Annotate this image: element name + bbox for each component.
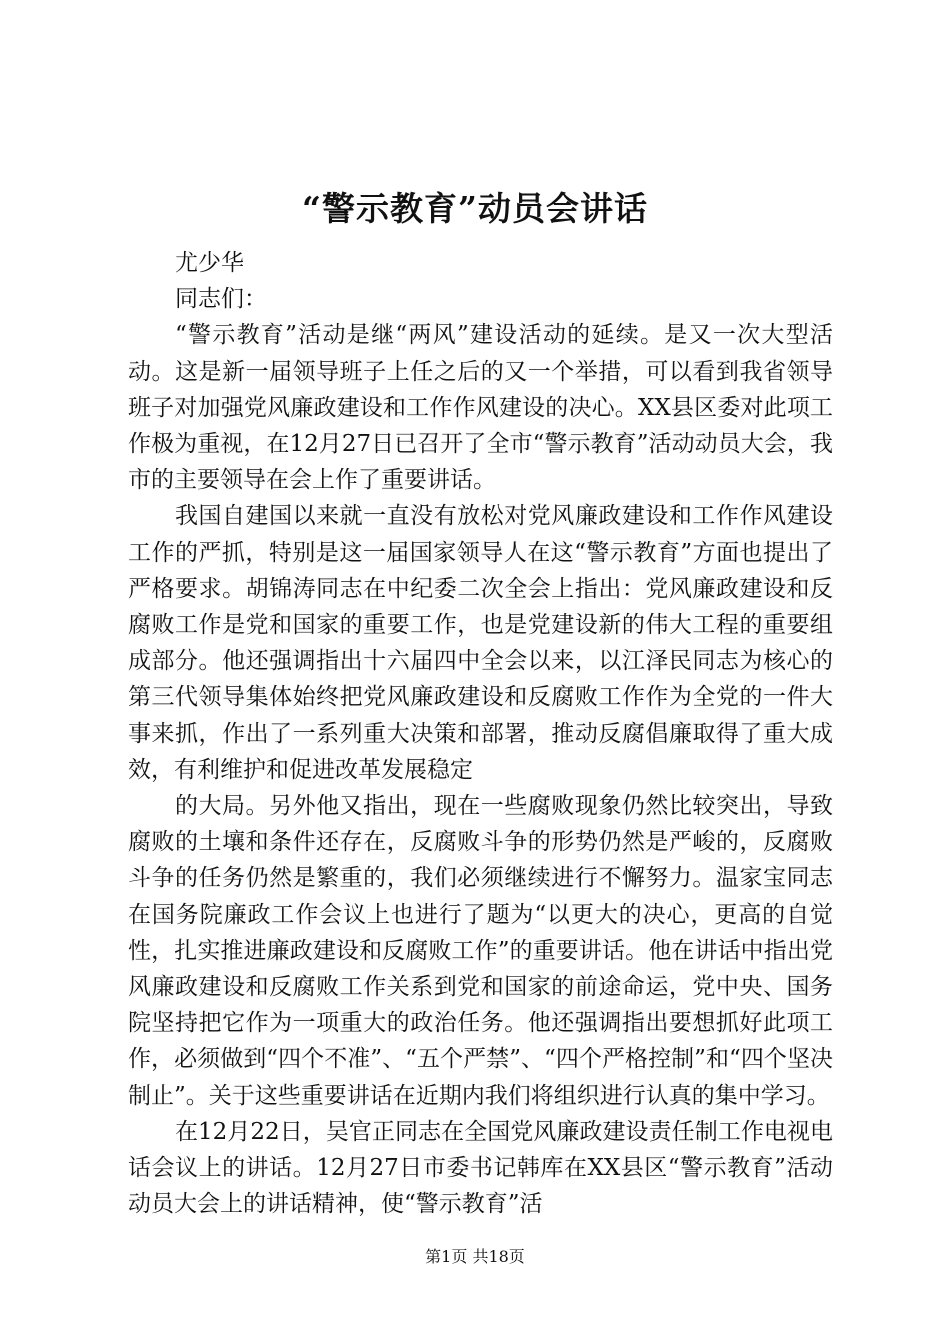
document-title: “警示教育”动员会讲话 <box>302 189 648 228</box>
paragraph: 的大局。另外他又指出，现在一些腐败现象仍然比较突出，导致腐败的土壤和条件还存在，反腐败斗争的形势仍然是严峻的，反腐败斗争的任务仍然是繁重的，我们必须继续进行不懈努力。温家宝同志在国务院廉政工作会议上也进行了题为“以更大的决心，更高的自觉性，扎实推进廉政建设和反腐败工作”的重要讲话。他在讲话中指出党风廉政建设和反腐败工作关系到党和国家的前途命运，党中央、国务院坚持把它作为一项重大的政治任务。他还强调指出要想抓好此项工作，必须做到“四个不准”、“五个严禁”、“四个严格控制”和“四个坚决制止”。关于这些重要讲话在近期内我们将组织进行认真的集中学习。 <box>128 793 833 1109</box>
salutation-line: 同志们： <box>175 286 267 313</box>
paragraph: “警示教育”活动是继“两风”建设活动的延续。是又一次大型活动。这是新一届领导班子上任之后的又一个举措，可以看到我省领导班子对加强党风廉政建设和工作作风建设的决心。XX县区委对此项工作极为重视，在12月27日已召开了全市“警示教育”活动动员大会，我市的主要领导在会上作了重要讲话。 <box>128 322 833 494</box>
document-body <box>128 245 833 1222</box>
paragraph: 在12月22日，吴官正同志在全国党风廉政建设责任制工作电视电话会议上的讲话。12月27日市委书记韩库在XX县区“警示教育”活动动员大会上的讲话精神，使“警示教育”活 <box>128 1118 833 1218</box>
paragraph: 我国自建国以来就一直没有放松对党风廉政建设和工作作风建设工作的严抓，特别是这一届国家领导人在这“警示教育”方面也提出了严格要求。胡锦涛同志在中纪委二次全会上指出：党风廉政建设和反腐败工作是党和国家的重要工作，也是党建设新的伟大工程的重要组成部分。他还强调指出十六届四中全会以来，以江泽民同志为核心的第三代领导集体始终把党风廉政建设和反腐败工作作为全党的一件大事来抓，作出了一系列重大决策和部署，推动反腐倡廉取得了重大成效，有利维护和促进改革发展稳定 <box>128 503 833 783</box>
page-footer: 第1页 共18页 <box>425 1247 525 1266</box>
author-line: 尤少华 <box>175 250 244 276</box>
